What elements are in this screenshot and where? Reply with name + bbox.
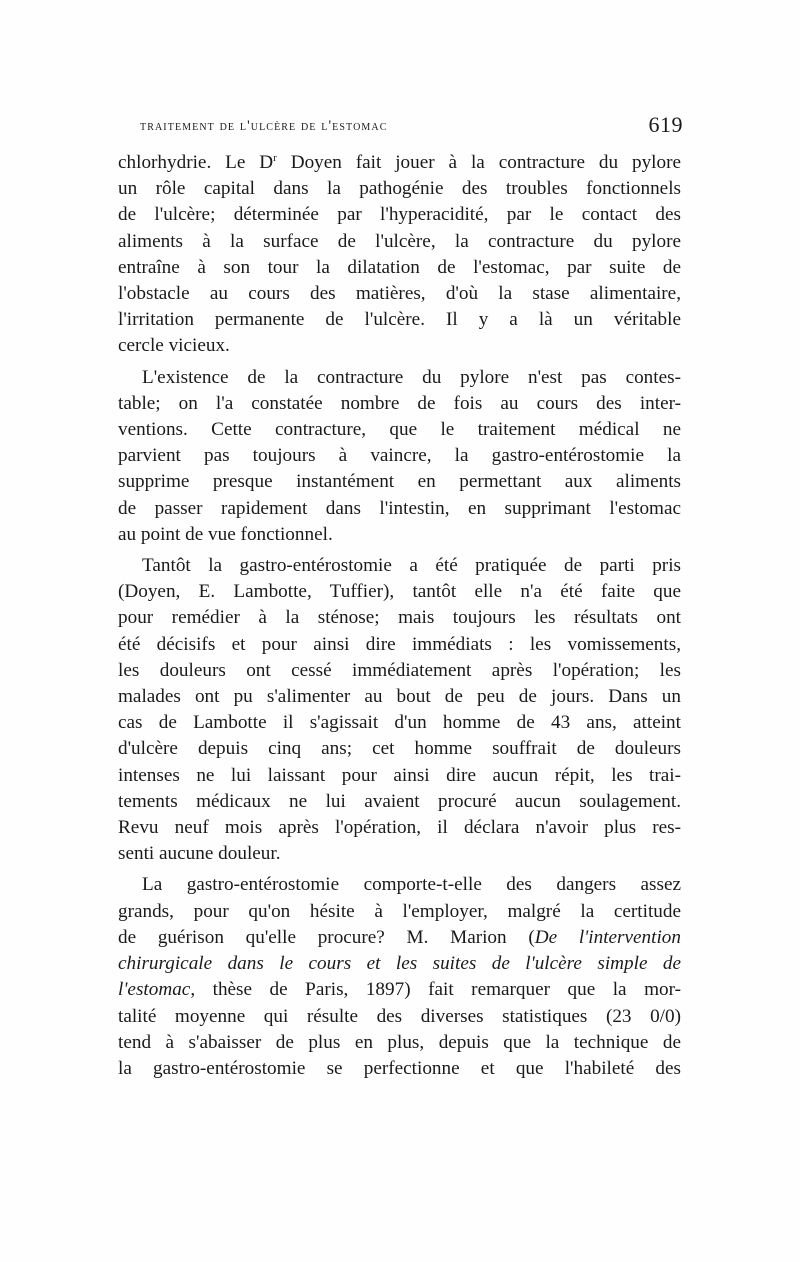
text-line: chlorhydrie. Le $D^r$ Doyen fait jouer à la contracture du pylore bbox=[118, 152, 681, 173]
text-line: les douleurs ont cessé immédiatement après l'opération; les bbox=[118, 659, 681, 681]
text-line: La gastro-entérostomie comporte-t-elle des dangers assez bbox=[142, 874, 681, 896]
text-line: au point de vue fonctionnel. bbox=[118, 523, 333, 545]
text-line: tements médicaux ne lui avaient procuré aucun soulagement. bbox=[118, 790, 681, 812]
text-line: pour remédier à la sténose; mais toujours les résultats ont bbox=[118, 607, 681, 629]
text-line: intenses ne lui laissant pour ainsi dire aucun répit, les trai- bbox=[118, 764, 681, 786]
text-line: l'estomac, thèse de Paris, 1897) fait remarquer que la mor- bbox=[118, 979, 681, 1001]
text-line: Tantôt la gastro-entérostomie a été pratiquée de parti pris bbox=[142, 555, 681, 577]
text-line: ventions. Cette contracture, que le traitement médical ne bbox=[118, 419, 681, 441]
text-line bbox=[118, 951, 681, 977]
text-line: entraîne à son tour la dilatation de l'estomac, par suite de bbox=[118, 256, 681, 278]
text-line: tend à s'abaisser de plus en plus, depuis que la technique de bbox=[118, 1031, 681, 1053]
text-line: malades ont pu s'alimenter au bout de peu de jours. Dans un bbox=[118, 686, 681, 708]
book-title-italic: De l'intervention bbox=[534, 926, 681, 948]
text-line: L'existence de la contracture du pylore n'est pas contes- bbox=[142, 366, 681, 388]
text-line: grands, pour qu'on hésite à l'employer, malgré la certitude bbox=[118, 900, 681, 922]
text-line: aliments à la surface de l'ulcère, la contracture du pylore bbox=[118, 230, 681, 252]
text-line: (Doyen, E. Lambotte, Tuffier), tantôt elle n'a été faite que bbox=[118, 581, 681, 603]
running-title: traitement de l'ulcère de l'estomac bbox=[140, 118, 388, 134]
text-line: de l'ulcère; déterminée par l'hyperacidité, par le contact des bbox=[118, 204, 681, 226]
text-line: la gastro-entérostomie se perfectionne et que l'habileté des bbox=[118, 1057, 681, 1079]
text-line: Revu neuf mois après l'opération, il déclara n'avoir plus res- bbox=[118, 817, 681, 839]
text-line: cas de Lambotte il s'agissait d'un homme de 43 ans, atteint bbox=[118, 712, 681, 734]
text-line: un rôle capital dans la pathogénie des troubles fonctionnels bbox=[118, 178, 681, 200]
text-line: été décisifs et pour ainsi dire immédiats : les vomissements, bbox=[118, 633, 681, 655]
text-line: talité moyenne qui résulte des diverses statistiques (23 0/0) bbox=[118, 1005, 681, 1027]
text-line: senti aucune douleur. bbox=[118, 843, 281, 865]
text-line: de passer rapidement dans l'intestin, en supprimant l'estomac bbox=[118, 497, 681, 519]
text-line: de guérison qu'elle procure? M. Marion (De l'intervention bbox=[118, 926, 681, 948]
page-number: 619 bbox=[648, 112, 683, 137]
book-title-italic: l'estomac bbox=[118, 979, 191, 1001]
text-line: l'obstacle au cours des matières, d'où la stase alimentaire, bbox=[118, 283, 681, 305]
running-head bbox=[118, 112, 683, 140]
book-title-italic: chirurgicale dans le cours et les suites de l'ulcère simple de bbox=[118, 953, 681, 975]
paragraph-1 bbox=[118, 150, 681, 360]
text-line: l'irritation permanente de l'ulcère. Il y a là un véritable bbox=[118, 309, 681, 331]
paragraph-2 bbox=[118, 365, 681, 548]
text-line: d'ulcère depuis cinq ans; cet homme souffrait de douleurs bbox=[118, 738, 681, 760]
text-line: supprime presque instantément en permettant aux aliments bbox=[118, 471, 681, 493]
text-line: parvient pas toujours à vaincre, la gastro-entérostomie la bbox=[118, 445, 681, 467]
text-line: cercle vicieux. bbox=[118, 335, 230, 357]
paragraph-4 bbox=[118, 872, 681, 1082]
paragraph-3 bbox=[118, 553, 681, 867]
text-line: table; on l'a constatée nombre de fois au cours des inter- bbox=[118, 392, 681, 414]
body-text bbox=[118, 150, 681, 1082]
